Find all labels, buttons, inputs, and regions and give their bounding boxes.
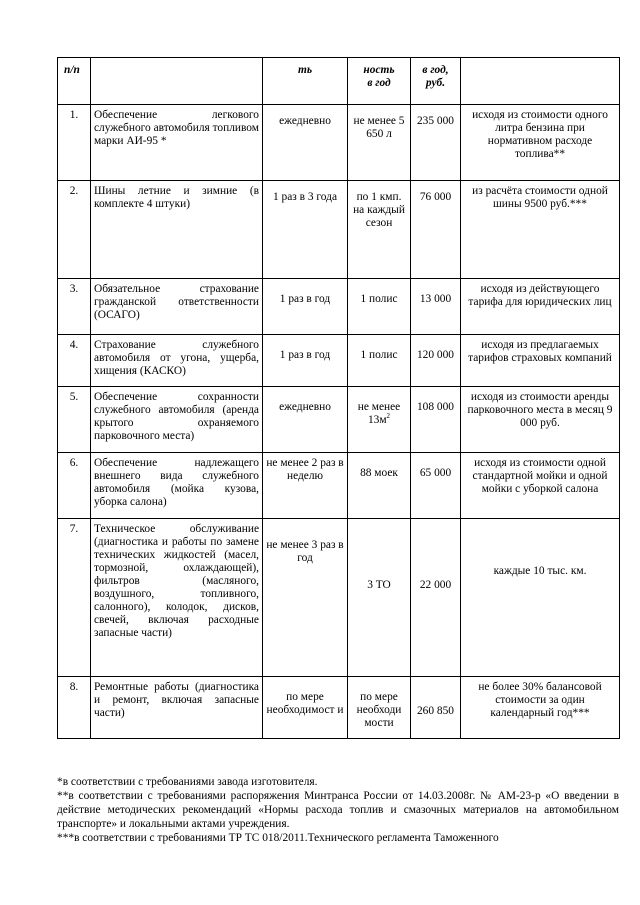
header-name bbox=[91, 58, 263, 105]
row-note: исходя из стоимости одной стандартной мойки и одной мойки с уборкой салона bbox=[461, 453, 620, 519]
row-cost: 260 850 bbox=[411, 677, 461, 739]
row-frequency: 1 раз в год bbox=[263, 335, 348, 387]
row-num: 8. bbox=[58, 677, 91, 739]
row-name: Обязательное страхование гражданской ответственности (ОСАГО) bbox=[91, 279, 263, 335]
expense-table bbox=[57, 57, 620, 739]
table-row bbox=[58, 387, 620, 453]
header-quantity-text: ность в год bbox=[363, 64, 395, 89]
row-quantity: 1 полис bbox=[348, 335, 411, 387]
row-note: исходя из стоимости одного литра бензина при нормативном расходе топлива** bbox=[461, 105, 620, 181]
table-row bbox=[58, 677, 620, 739]
row-note: из расчёта стоимости одной шины 9500 руб.*** bbox=[461, 181, 620, 279]
header-frequency: ть bbox=[263, 58, 348, 105]
row-num: 2. bbox=[58, 181, 91, 279]
table-row bbox=[58, 105, 620, 181]
table-header-row bbox=[58, 58, 620, 105]
row-cost: 65 000 bbox=[411, 453, 461, 519]
header-cost bbox=[411, 58, 461, 105]
row-cost: 76 000 bbox=[411, 181, 461, 279]
footnote: **в соответствии с требованиями распоряжения Минтранса России от 14.03.2008г. № АМ-23-р «О введении в действие методических рекомендаций «Нормы расхода топлив и смазочных материалов на автомобильном транспорте» и локальными актами учреждения. bbox=[57, 790, 619, 830]
row-frequency: по мере необходимост и bbox=[263, 677, 348, 739]
row-num: 3. bbox=[58, 279, 91, 335]
header-cost-text: в год, руб. bbox=[422, 64, 449, 89]
row-frequency: 1 раз в 3 года bbox=[263, 181, 348, 279]
row-note: исходя из действующего тарифа для юридических лиц bbox=[461, 279, 620, 335]
table-row bbox=[58, 181, 620, 279]
footnote: ***в соответствии с требованиями ТР ТС 018/2011.Технического регламента Таможенного bbox=[57, 832, 499, 844]
row-name: Страхование служебного автомобиля от угона, ущерба, хищения (КАСКО) bbox=[91, 335, 263, 387]
row-cost: 108 000 bbox=[411, 387, 461, 453]
row-frequency: не менее 2 раз в неделю bbox=[263, 453, 348, 519]
row-name: Шины летние и зимние (в комплекте 4 штуки) bbox=[91, 181, 263, 279]
row-cost: 22 000 bbox=[411, 519, 461, 677]
row-name: Техническое обслуживание (диагностика и работы по замене технических жидкостей (масел, тормозной, охлаждающей), фильтров (масляного, воздушного, топливного, салонного), колодок, дисков, свечей, включая расходные запасные части) bbox=[91, 519, 263, 677]
row-quantity: 1 полис bbox=[348, 279, 411, 335]
row-note: исходя из стоимости аренды парковочного места в месяц 9 000 руб. bbox=[461, 387, 620, 453]
row-num: 1. bbox=[58, 105, 91, 181]
header-num: п/п bbox=[58, 58, 91, 105]
row-quantity bbox=[348, 387, 411, 453]
row-frequency: ежедневно bbox=[263, 105, 348, 181]
footnotes bbox=[57, 775, 619, 845]
row-note: исходя из предлагаемых тарифов страховых компаний bbox=[461, 335, 620, 387]
header-quantity bbox=[348, 58, 411, 105]
row-cost: 235 000 bbox=[411, 105, 461, 181]
row-frequency: 1 раз в год bbox=[263, 279, 348, 335]
row-note: каждые 10 тыс. км. bbox=[461, 519, 620, 677]
row-quantity: не менее 5 650 л bbox=[348, 105, 411, 181]
row-num: 4. bbox=[58, 335, 91, 387]
row-quantity: 88 моек bbox=[348, 453, 411, 519]
row-num: 5. bbox=[58, 387, 91, 453]
row-frequency: ежедневно bbox=[263, 387, 348, 453]
row-note: не более 30% балансовой стоимости за один календарный год*** bbox=[461, 677, 620, 739]
row-quantity-text: не менее 13м bbox=[357, 401, 401, 426]
row-cost: 13 000 bbox=[411, 279, 461, 335]
row-name: Ремонтные работы (диагностика и ремонт, включая запасные части) bbox=[91, 677, 263, 739]
header-note bbox=[461, 58, 620, 105]
row-name: Обеспечение надлежащего внешнего вида служебного автомобиля (мойка кузова, уборка салона) bbox=[91, 453, 263, 519]
row-name: Обеспечение легкового служебного автомобиля топливом марки АИ-95 * bbox=[91, 105, 263, 181]
table-row bbox=[58, 335, 620, 387]
table-row bbox=[58, 453, 620, 519]
table-row bbox=[58, 519, 620, 677]
row-num: 6. bbox=[58, 453, 91, 519]
row-cost: 120 000 bbox=[411, 335, 461, 387]
table-row bbox=[58, 279, 620, 335]
footnote: *в соответствии с требованиями завода изготовителя. bbox=[57, 776, 318, 788]
row-num: 7. bbox=[58, 519, 91, 677]
row-frequency: не менее 3 раз в год bbox=[263, 519, 348, 677]
row-name: Обеспечение сохранности служебного автомобиля (аренда крытого охраняемого парковочного места) bbox=[91, 387, 263, 453]
row-quantity: 3 ТО bbox=[348, 519, 411, 677]
row-quantity: по мере необходи мости bbox=[348, 677, 411, 739]
row-quantity-sup: 2 bbox=[386, 412, 391, 421]
row-quantity: по 1 кмп. на каждый сезон bbox=[348, 181, 411, 279]
